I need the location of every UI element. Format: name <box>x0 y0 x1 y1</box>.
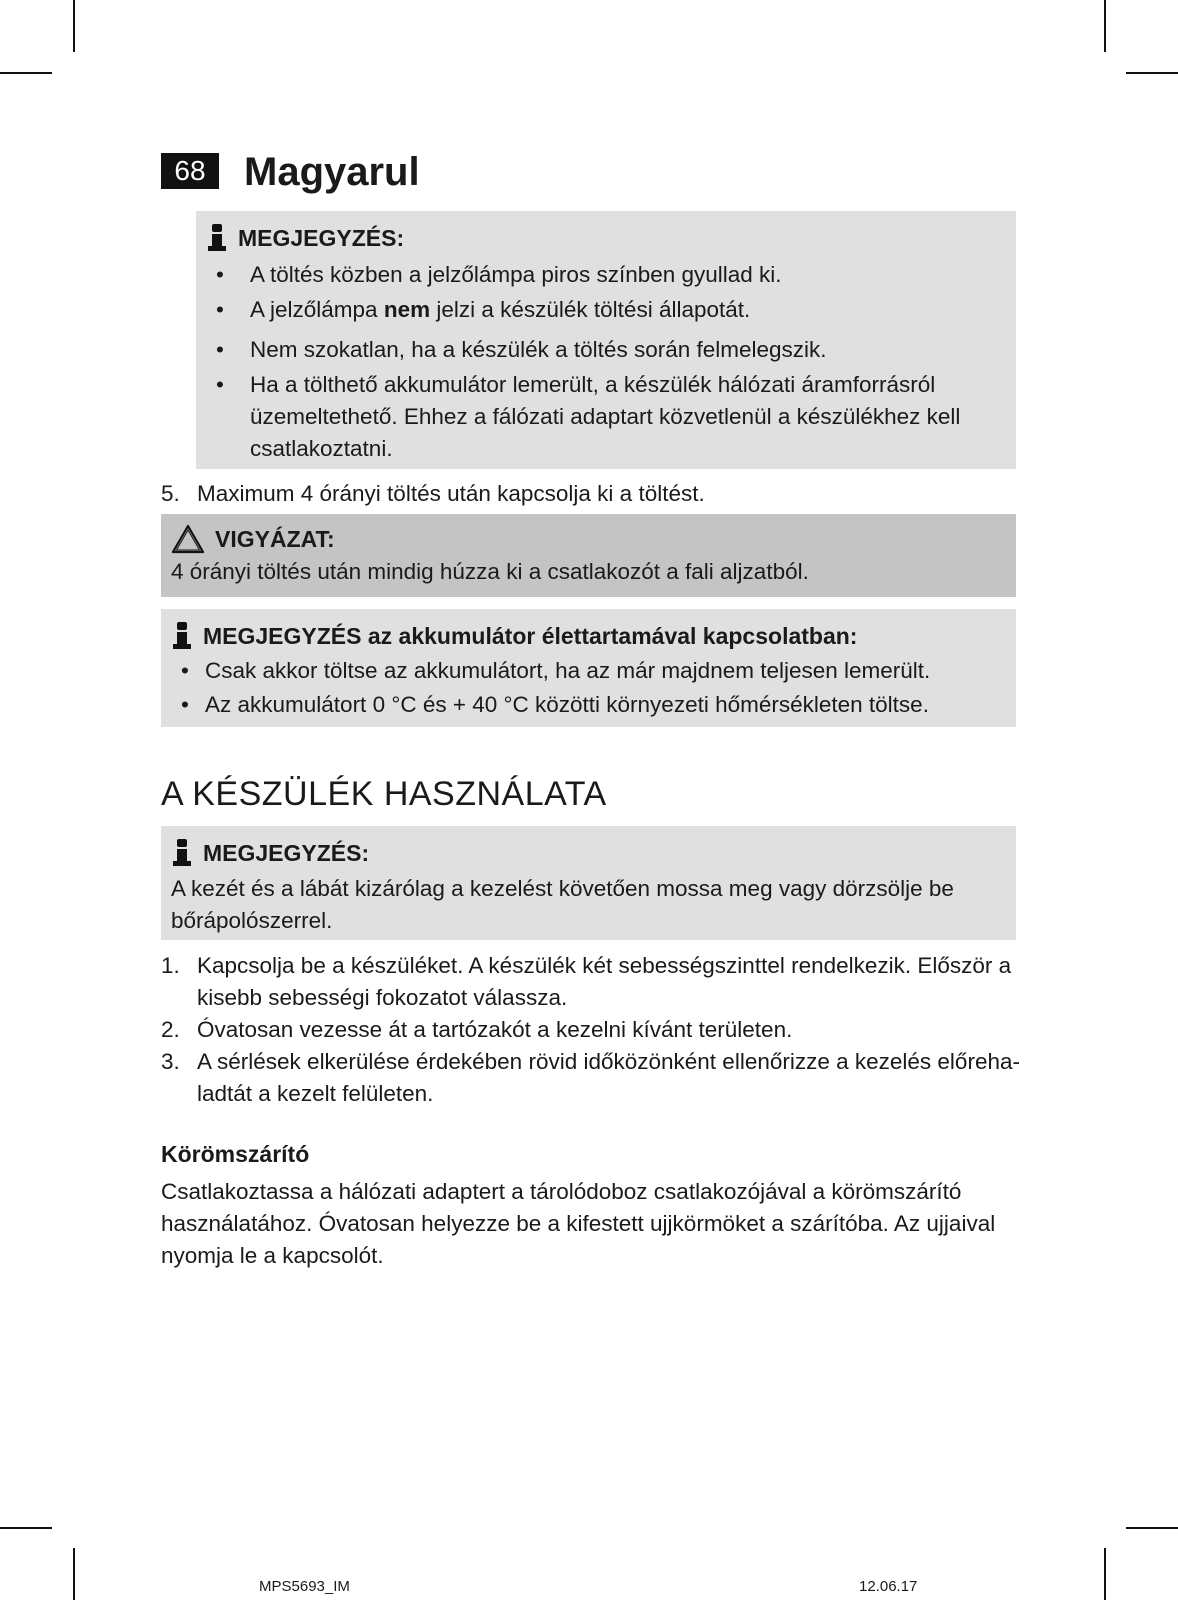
page-number: 68 <box>161 153 219 189</box>
note-heading-label: MEGJEGYZÉS az akkumulátor élettartamával kapcsolatban: <box>203 622 858 649</box>
step-text: Óvatosan vezesse át a tartózakót a kezelni kívánt területen. <box>197 1017 793 1042</box>
list-item: • Az akkumulátort 0 °C és + 40 °C közötti környezeti hőmérsékleten töltse. <box>171 689 1006 721</box>
crop-mark <box>1126 72 1178 74</box>
info-icon <box>171 621 193 651</box>
crop-mark <box>0 72 52 74</box>
crop-mark <box>1104 0 1106 52</box>
note-box <box>161 826 1016 940</box>
warning-text: 4 órányi töltés után mindig húzza ki a csatlakozót a fali aljzatból. <box>171 559 809 584</box>
step-text-line: ladtát a kezelt felületen. <box>197 1081 434 1106</box>
note-heading-label: MEGJEGYZÉS: <box>238 224 405 251</box>
info-icon <box>206 223 228 253</box>
step-number: 1. <box>161 953 180 978</box>
note-heading-label: MEGJEGYZÉS: <box>203 839 370 866</box>
warning-heading <box>171 522 1006 556</box>
page-title: Magyarul <box>244 150 420 194</box>
step-number: 5. <box>161 481 180 506</box>
note-list <box>171 655 1006 721</box>
list-item: • Nem szokatlan, ha a készülék a töltés során felmelegszik. <box>206 334 1006 366</box>
note-heading <box>171 621 1006 651</box>
info-icon <box>171 838 193 868</box>
step-item <box>161 1046 1020 1110</box>
step-number: 3. <box>161 1049 180 1074</box>
step-text <box>197 1046 1020 1110</box>
step-text: Maximum 4 órányi töltés után kapcsolja ki a töltést. <box>197 481 705 506</box>
warning-box <box>161 514 1016 597</box>
crop-mark <box>73 1548 75 1600</box>
footer-doc-id: MPS5693_IM <box>259 1578 350 1595</box>
crop-mark <box>1126 1527 1178 1529</box>
step-item <box>161 1014 1016 1046</box>
step-item <box>161 950 1016 1014</box>
step-text-line: A sérlések elkerülése érdekében rövid időközönként ellenőrizze a kezelés előreha- <box>197 1049 1020 1074</box>
emphasis: nem <box>383 297 431 322</box>
list-item: • Ha a tölthető akkumulátor lemerült, a készülék hálózati áramforrásról üzemeltethető. Ehhez a fálózati adaptart közvetlenül a készülékhez kell csatlakoztatni. <box>206 369 1006 465</box>
note-list <box>206 259 1006 465</box>
subsection-title: Körömszárító <box>161 1141 310 1167</box>
crop-mark <box>1104 1548 1106 1600</box>
crop-mark <box>73 0 75 52</box>
crop-mark <box>0 1527 52 1529</box>
warning-heading-label: VIGYÁZAT: <box>215 525 335 552</box>
section-title: A KÉSZÜLÉK HASZNÁLATA <box>161 775 607 813</box>
note-text: A kezét és a lábát kizárólag a kezelést követően mossa meg vagy dörzsölje be bőrápolószerrel. <box>171 876 954 933</box>
step-item <box>161 478 1016 510</box>
list-item: • A töltés közben a jelzőlámpa piros színben gyullad ki. <box>206 259 1006 291</box>
list-item: • Csak akkor töltse az akkumulátort, ha az már majdnem teljesen lemerült. <box>171 655 1006 687</box>
warning-triangle-icon <box>171 524 205 554</box>
note-heading <box>206 223 1006 253</box>
list-item: • A jelzőlámpa nem jelzi a készülék töltési állapotát. <box>206 294 1006 326</box>
note-box <box>196 211 1016 469</box>
step-number: 2. <box>161 1017 180 1042</box>
step-text: Kapcsolja be a készüléket. A készülék két sebességszinttel rendelkezik. Először a kisebb sebességi fokozatot válassza. <box>197 953 1012 1010</box>
paragraph: Csatlakoztassa a hálózati adaptert a tárolódoboz csatlakozójával a körömszárító használatához. Óvatosan helyezze be a kifestett ujjkörmöket a szárítóba. Az ujjaival nyomja le a kapcsolót. <box>161 1179 996 1268</box>
note-box <box>161 609 1016 727</box>
note-heading <box>171 838 1006 868</box>
footer-date: 12.06.17 <box>859 1578 918 1595</box>
